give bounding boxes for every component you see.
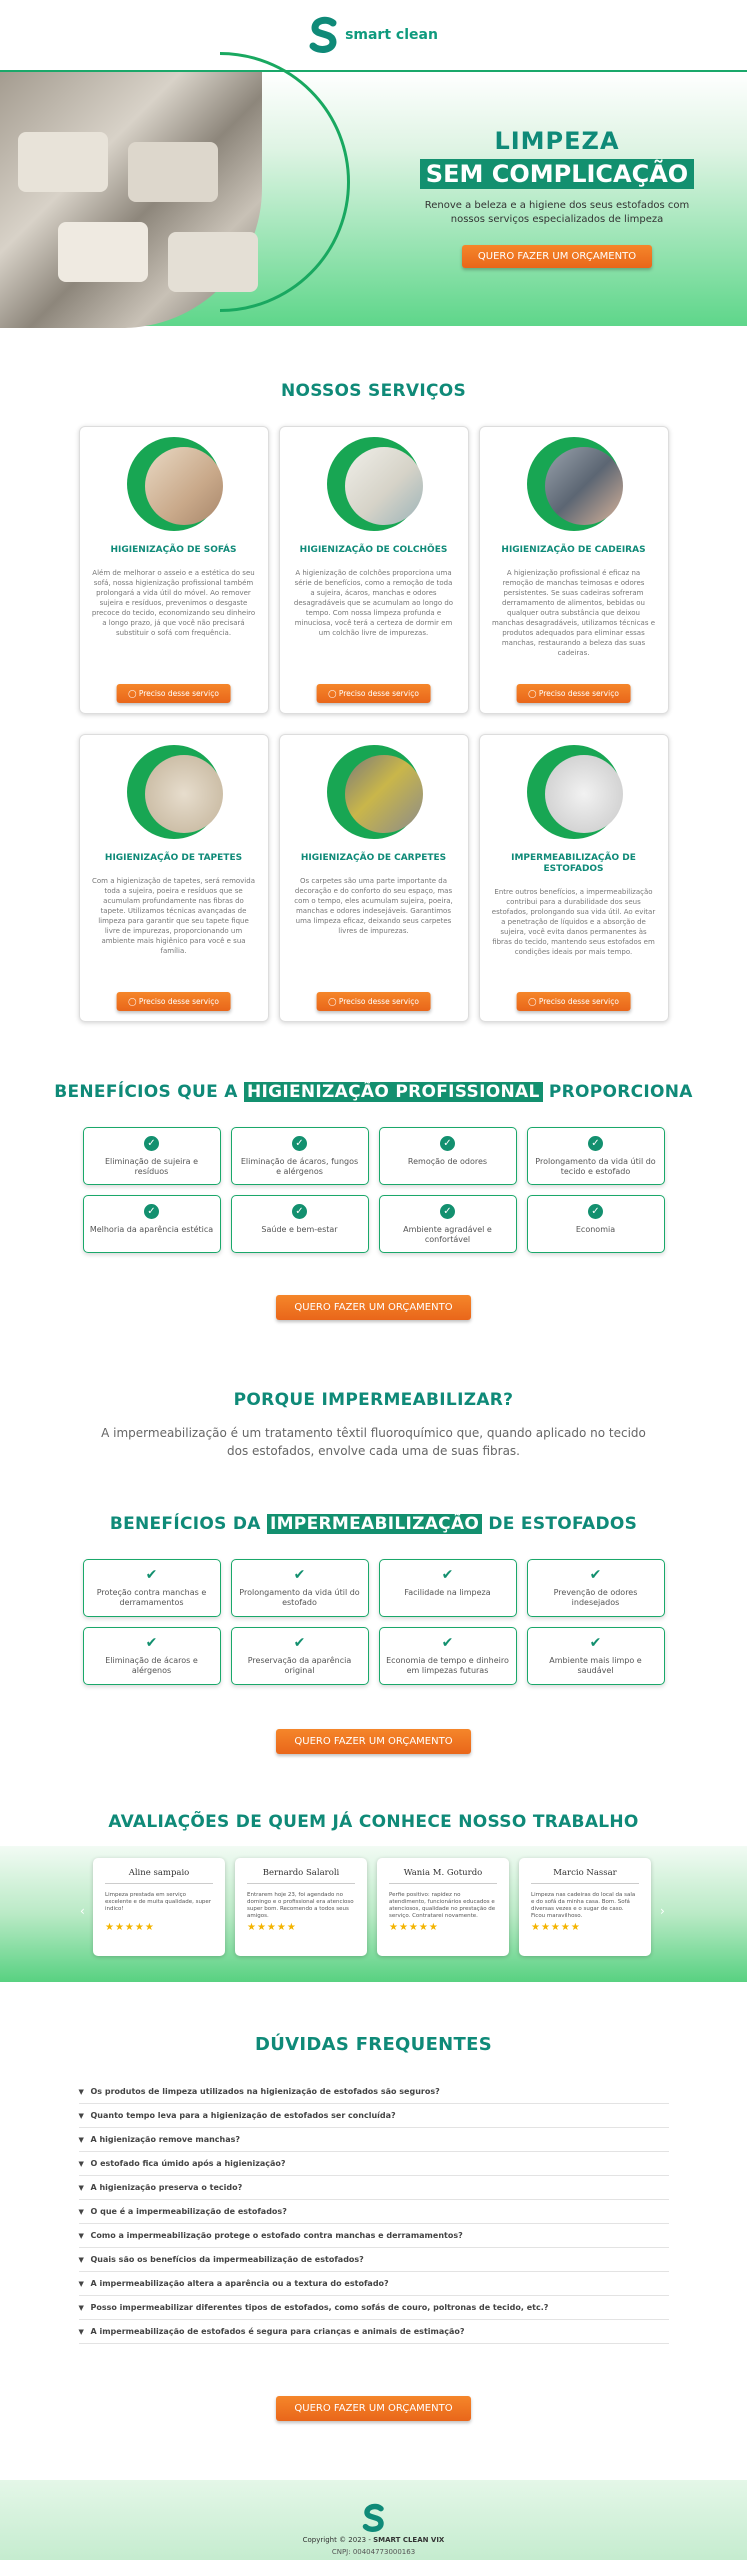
faq-question: Quais são os benefícios da impermeabilização de estofados?: [90, 2255, 364, 2264]
benefits-title-post: PROPORCIONA: [548, 1082, 693, 1102]
faq-cta-wrap: [0, 2396, 747, 2421]
benefit-card: [231, 1127, 369, 1185]
benefits2-title-pre: BENEFÍCIOS DA: [109, 1514, 261, 1534]
check-circle-icon: ✓: [144, 1136, 159, 1151]
check-icon: ✔: [145, 1567, 158, 1583]
review-name: Wania M. Goturdo: [389, 1868, 497, 1884]
hero-title-line1: LIMPEZA: [494, 127, 620, 155]
whatsapp-icon: ◯: [128, 689, 139, 698]
footer-copyright: [0, 2536, 747, 2544]
benefits-quote-button[interactable]: QUERO FAZER UM ORÇAMENTO: [276, 1295, 470, 1320]
service-image-colchoes: [327, 437, 421, 531]
whatsapp-icon: ◯: [528, 689, 539, 698]
review-text: Limpeza nas cadeiras do local da sala e do sofá da minha casa. Bom. Sofá diversas vezes e o sugar de caso. Ficou maravilhoso.: [531, 1892, 636, 1919]
review-card: [377, 1858, 509, 1956]
logo-icon[interactable]: [309, 17, 339, 53]
service-image-sofas: [127, 437, 221, 531]
faq-item[interactable]: [79, 2224, 669, 2248]
review-text: Perfie positivo: rapidez no atendimento, funcionários educados e atenciosos, qualidade no prestação de serviço. Contratarei novamente.: [389, 1892, 496, 1919]
faq-item[interactable]: [79, 2104, 669, 2128]
check-icon: ✔: [441, 1635, 454, 1651]
faq-question: O que é a impermeabilização de estofados?: [90, 2207, 287, 2216]
service-card-colchoes: [279, 426, 469, 714]
faq-question: A impermeabilização de estofados é segura para crianças e animais de estimação?: [90, 2327, 465, 2336]
chevron-down-icon: ▼: [78, 2207, 84, 2216]
hero-title-line2: SEM COMPLICAÇÃO: [420, 159, 694, 189]
benefit2-card: [83, 1559, 221, 1617]
benefit-text: Economia: [575, 1225, 616, 1234]
benefit-card: [379, 1195, 517, 1253]
review-stars-icon: ★★★★★: [389, 1922, 439, 1933]
service-card-sofas: [79, 426, 269, 714]
faq-list: [79, 2080, 669, 2344]
benefit2-card: [83, 1627, 221, 1685]
hero-content: [407, 127, 707, 268]
chevron-down-icon: ▼: [78, 2255, 84, 2264]
service-request-label: Preciso desse serviço: [538, 997, 619, 1006]
service-title: IMPERMEABILIZAÇÃO DE ESTOFADOS: [511, 853, 636, 874]
footer-copyright-text: Copyright © 2023 -: [302, 2536, 371, 2544]
faq-item[interactable]: [79, 2176, 669, 2200]
service-request-button[interactable]: [316, 684, 431, 703]
benefit2-card: [527, 1559, 665, 1617]
benefits2-cta-wrap: [0, 1729, 747, 1754]
check-circle-icon: ✓: [292, 1136, 307, 1151]
check-circle-icon: ✓: [144, 1204, 159, 1219]
faq-question: A higienização preserva o tecido?: [90, 2183, 243, 2192]
benefit2-text: Prevenção de odores indesejados: [553, 1588, 638, 1607]
footer-cnpj: CNPJ: 00404773000163: [331, 2548, 416, 2556]
why-text: A impermeabilização é um tratamento têxtil fluoroquímico que, quando aplicado no tecido dos estofados, envolve cada uma de suas fibras.: [101, 1426, 646, 1458]
service-description: Entre outros benefícios, a impermeabilização contribui para a durabilidade dos seus estofados, prolongando sua vida útil. Ao evitar a penetração de líquidos e a absorção de sujeira, você evita danos permanentes às fibras do tecido, mantendo seus estofados em condições ideais por mais tempo.: [491, 888, 656, 956]
benefit2-text: Ambiente mais limpo e saudável: [549, 1656, 642, 1675]
review-name: Marcio Nassar: [531, 1868, 639, 1884]
site-footer: [0, 2480, 747, 2560]
service-request-button[interactable]: [516, 992, 631, 1011]
benefit-card: [231, 1195, 369, 1253]
service-description: Além de melhorar o asseio e a estética do seu sofá, nossa higienização profissional também prolongará a vida útil do móvel. Ao remover sujeira e resíduos, prevenimos o desgaste precoce do tecido, economizando seu dinheiro a longo prazo, já que você não precisará substituir o sofá com frequência.: [91, 569, 256, 637]
benefit-text: Prolongamento da vida útil do tecido e estofado: [535, 1157, 656, 1176]
faq-item[interactable]: [79, 2200, 669, 2224]
benefits2-title-post: DE ESTOFADOS: [488, 1514, 638, 1534]
benefits-section: [0, 1082, 747, 1320]
faq-question: A impermeabilização altera a aparência ou a textura do estofado?: [90, 2279, 389, 2288]
benefit-text: Eliminação de sujeira e resíduos: [104, 1157, 199, 1176]
benefit-text: Ambiente agradável e confortável: [403, 1225, 492, 1244]
check-icon: ✔: [441, 1567, 454, 1583]
carousel-prev-arrow-icon[interactable]: ‹: [80, 1904, 85, 1918]
services-title: NOSSOS SERVIÇOS: [280, 381, 467, 401]
service-request-label: Preciso desse serviço: [138, 997, 219, 1006]
chevron-down-icon: ▼: [78, 2327, 84, 2336]
faq-item[interactable]: [79, 2320, 669, 2344]
benefit2-card: [379, 1627, 517, 1685]
hero-banner: [0, 70, 747, 326]
service-request-label: Preciso desse serviço: [138, 689, 219, 698]
benefit2-text: Prolongamento da vida útil do estofado: [239, 1588, 360, 1607]
benefit-card: [379, 1127, 517, 1185]
service-request-button[interactable]: [116, 684, 231, 703]
reviews-title: AVALIAÇÕES DE QUEM JÁ CONHECE NOSSO TRABALHO: [108, 1812, 639, 1832]
check-icon: ✔: [145, 1635, 158, 1651]
benefit2-text: Economia de tempo e dinheiro em limpezas futuras: [386, 1656, 509, 1675]
service-request-label: Preciso desse serviço: [338, 689, 419, 698]
review-text: Entrarem hoje 23, foi agendado no domingo e o profissional era atencioso super bom. Recomendo a todos seus amigos.: [247, 1892, 354, 1919]
service-request-label: Preciso desse serviço: [538, 689, 619, 698]
why-title: PORQUE IMPERMEABILIZAR?: [233, 1390, 514, 1410]
service-card-impermeabilizacao: [479, 734, 669, 1022]
service-request-label: Preciso desse serviço: [338, 997, 419, 1006]
carousel-next-arrow-icon[interactable]: ›: [660, 1904, 665, 1918]
chevron-down-icon: ▼: [78, 2303, 84, 2312]
service-request-button[interactable]: [116, 992, 231, 1011]
benefit-card: [527, 1127, 665, 1185]
service-image-impermeabilizacao: [527, 745, 621, 839]
service-card-cadeiras: [479, 426, 669, 714]
review-stars-icon: ★★★★★: [247, 1922, 297, 1933]
service-description: Os carpetes são uma parte importante da decoração e do conforto do seu espaço, mas com o tempo, eles acumulam sujeira, poeira, manchas e odores indesejáveis. Garantimos uma limpeza eficaz, deixando seus carpetes livres de impurezas.: [294, 877, 453, 935]
check-icon: ✔: [589, 1567, 602, 1583]
chevron-down-icon: ▼: [78, 2231, 84, 2240]
benefit2-text: Facilidade na limpeza: [404, 1588, 491, 1597]
benefits-grid: [0, 1127, 747, 1253]
check-icon: ✔: [293, 1635, 306, 1651]
review-text: Limpeza prestada em serviço excelente e de muita qualidade, super indico!: [105, 1892, 212, 1912]
benefit2-card: [527, 1627, 665, 1685]
logo-text: smart clean: [345, 27, 438, 43]
faq-item[interactable]: [79, 2128, 669, 2152]
faq-question: Posso impermeabilizar diferentes tipos de estofados, como sofás de couro, poltronas de tecido, etc.?: [90, 2303, 549, 2312]
benefit2-card: [379, 1559, 517, 1617]
benefit-card: [83, 1195, 221, 1253]
service-image-cadeiras: [527, 437, 621, 531]
services-row-1: [0, 426, 747, 714]
review-card: [235, 1858, 367, 1956]
service-title: HIGIENIZAÇÃO DE COLCHÕES: [299, 545, 448, 555]
hero-quote-button[interactable]: QUERO FAZER UM ORÇAMENTO: [462, 245, 652, 268]
service-image-tapetes: [127, 745, 221, 839]
chevron-down-icon: ▼: [78, 2135, 84, 2144]
benefit2-text: Preservação da aparência original: [247, 1656, 352, 1675]
service-request-button[interactable]: [316, 992, 431, 1011]
faq-question: A higienização remove manchas?: [90, 2135, 241, 2144]
service-description: A higienização de colchões proporciona uma série de benefícios, como a remoção de toda a sujeira, ácaros, manchas e odores desagradáveis que se acumulam ao longo do tempo. Com nossa limpeza profunda e minuciosa, você terá a certeza de dormir em um colchão livre de impurezas.: [293, 569, 454, 637]
benefits2-quote-button[interactable]: QUERO FAZER UM ORÇAMENTO: [276, 1729, 470, 1754]
check-circle-icon: ✓: [440, 1204, 455, 1219]
benefits-cta-wrap: [0, 1295, 747, 1320]
review-name: Bernardo Salaroli: [247, 1868, 355, 1884]
benefit-text: Melhoria da aparência estética: [89, 1225, 214, 1234]
benefit2-text: Eliminação de ácaros e alérgenos: [105, 1656, 198, 1675]
chevron-down-icon: ▼: [78, 2111, 84, 2120]
faq-question: Os produtos de limpeza utilizados na higienização de estofados são seguros?: [90, 2087, 440, 2096]
benefit-text: Remoção de odores: [407, 1157, 488, 1166]
benefits2-title: [0, 1514, 747, 1534]
check-circle-icon: ✓: [292, 1204, 307, 1219]
benefit2-text: Proteção contra manchas e derramamentos: [96, 1588, 207, 1607]
benefits2-grid: [0, 1559, 747, 1685]
reviews-carousel: [0, 1846, 747, 1982]
check-circle-icon: ✓: [588, 1136, 603, 1151]
service-card-carpetes: [279, 734, 469, 1022]
faq-quote-button[interactable]: QUERO FAZER UM ORÇAMENTO: [276, 2396, 470, 2421]
benefits-title-highlight: HIGIENIZAÇÃO PROFISSIONAL: [244, 1082, 543, 1102]
faq-item[interactable]: [79, 2248, 669, 2272]
whatsapp-icon: ◯: [328, 997, 339, 1006]
service-request-button[interactable]: [516, 684, 631, 703]
chevron-down-icon: ▼: [78, 2087, 84, 2096]
hero-subtitle: Renove a beleza e a higiene dos seus estofados com nossos serviços especializados de limpeza: [424, 200, 690, 225]
review-stars-icon: ★★★★★: [105, 1922, 155, 1933]
faq-question: Quanto tempo leva para a higienização de estofados ser concluída?: [90, 2111, 396, 2120]
service-title: HIGIENIZAÇÃO DE SOFÁS: [110, 545, 237, 555]
service-description: A higienização profissional é eficaz na remoção de manchas teimosas e odores persistentes. Se suas cadeiras sofreram derramamento de alimentos, bebidas ou qualquer outra substância que deixou manchas desagradáveis, utilizamos técnicas e produtos adequados para eliminar essas manchas, restaurando a beleza das suas cadeiras.: [491, 569, 656, 657]
benefit2-card: [231, 1559, 369, 1617]
site-header: [0, 0, 747, 70]
service-card-tapetes: [79, 734, 269, 1022]
check-icon: ✔: [293, 1567, 306, 1583]
services-section: [0, 326, 747, 1022]
review-stars-icon: ★★★★★: [531, 1922, 581, 1933]
review-card: [93, 1858, 225, 1956]
benefit2-card: [231, 1627, 369, 1685]
benefits2-title-highlight: IMPERMEABILIZAÇÃO: [267, 1514, 482, 1534]
faq-item[interactable]: [79, 2272, 669, 2296]
benefit-text: Eliminação de ácaros, fungos e alérgenos: [240, 1157, 359, 1176]
whatsapp-icon: ◯: [328, 689, 339, 698]
services-row-2: [0, 734, 747, 1022]
faq-question: O estofado fica úmido após a higienização?: [90, 2159, 286, 2168]
service-title: HIGIENIZAÇÃO DE CARPETES: [300, 853, 447, 863]
check-circle-icon: ✓: [588, 1204, 603, 1219]
review-name: Aline sampaio: [105, 1868, 213, 1884]
faq-item[interactable]: [79, 2296, 669, 2320]
faq-item[interactable]: [79, 2152, 669, 2176]
service-title: HIGIENIZAÇÃO DE CADEIRAS: [501, 545, 646, 555]
service-title: HIGIENIZAÇÃO DE TAPETES: [104, 853, 243, 863]
whatsapp-icon: ◯: [528, 997, 539, 1006]
footer-logo-icon: [362, 2504, 386, 2532]
check-icon: ✔: [589, 1635, 602, 1651]
review-card: [519, 1858, 651, 1956]
chevron-down-icon: ▼: [78, 2183, 84, 2192]
chevron-down-icon: ▼: [78, 2279, 84, 2288]
benefit-text: Saúde e bem-estar: [261, 1225, 338, 1234]
service-image-carpetes: [327, 745, 421, 839]
check-circle-icon: ✓: [440, 1136, 455, 1151]
benefits-title: [0, 1082, 747, 1102]
faq-title: DÚVIDAS FREQUENTES: [255, 2034, 492, 2055]
faq-question: Como a impermeabilização protege o estofado contra manchas e derramamentos?: [90, 2231, 463, 2240]
faq-item[interactable]: [79, 2080, 669, 2104]
footer-logo: [0, 2504, 747, 2532]
benefit-card: [83, 1127, 221, 1185]
benefit-card: [527, 1195, 665, 1253]
service-description: Com a higienização de tapetes, será removida toda a sujeira, poeira e resíduos que se acumulam profundamente nas fibras do tapete. Utilizamos técnicas avançadas de limpeza para garantir que seu tapete fique livre de impurezas, proporcionando um ambiente mais higiênico para você e sua família.: [91, 877, 255, 955]
whatsapp-icon: ◯: [128, 997, 139, 1006]
reviews-grid: [93, 1858, 651, 1956]
footer-brand: SMART CLEAN VIX: [373, 2536, 445, 2544]
chevron-down-icon: ▼: [78, 2159, 84, 2168]
benefits-title-pre: BENEFÍCIOS QUE A: [54, 1082, 238, 1102]
